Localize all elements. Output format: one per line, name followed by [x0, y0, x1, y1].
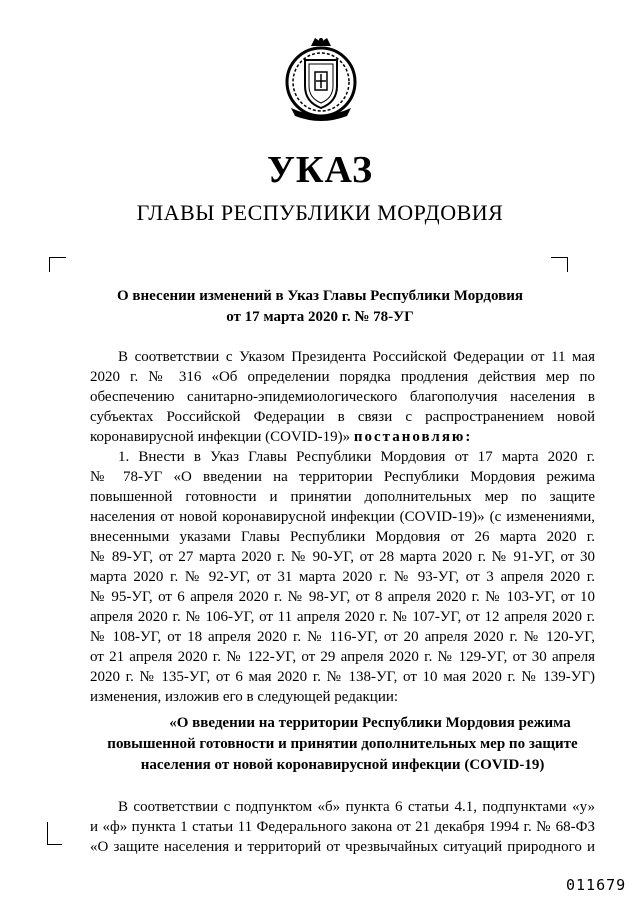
coat-of-arms-emblem — [281, 36, 361, 122]
paragraph-3-line: и «ф» пункта 1 статьи 11 Федерального закона от 21 декабря 1994 г. № 68-ФЗ — [90, 819, 595, 835]
paragraph-1-line: 2020 г. № 316 «Об определении порядка продления действия мер по — [90, 369, 595, 385]
document-title-line-1: О внесении изменений в Указ Главы Республики Мордовия — [117, 288, 523, 304]
paragraph-3-line: В соответствии с подпунктом «б» пункта 6 статьи 4.1, подпунктами «у» — [118, 799, 595, 815]
corner-bracket-left — [49, 257, 66, 272]
paragraph-1-line: субъектах Российской Федерации в связи с распространением новой — [90, 409, 595, 425]
paragraph-2-line: от 21 апреля 2020 г. № 122-УГ, от 29 апреля 2020 г. № 129-УГ, от 30 апреля — [90, 649, 595, 665]
paragraph-2-line: № 95-УГ, от 6 апреля 2020 г. № 98-УГ, от 8 апреля 2020 г. № 103-УГ, от 10 — [90, 589, 595, 605]
paragraph-2-line: 1. Внести в Указ Главы Республики Мордовия от 17 марта 2020 г. — [118, 449, 595, 465]
paragraph-2-line: № 89-УГ, от 27 марта 2020 г. № 90-УГ, от 28 марта 2020 г. № 91-УГ, от 30 — [90, 549, 595, 565]
document-type-heading: УКАЗ — [267, 149, 373, 191]
document-title-line-2: от 17 марта 2020 г. № 78-УГ — [226, 309, 414, 325]
paragraph-1-line: В соответствии с Указом Президента Российской Федерации от 11 мая — [118, 349, 595, 365]
paragraph-1-line: обеспечению санитарно-эпидемиологического благополучия населения в — [90, 389, 595, 405]
issuing-authority: ГЛАВЫ РЕСПУБЛИКИ МОРДОВИЯ — [136, 200, 504, 225]
new-title-line-2: повышенной готовности и принятии дополнительных мер по защите — [107, 736, 578, 752]
paragraph-2-line: марта 2020 г. № 92-УГ, от 31 марта 2020 г. № 93-УГ, от 3 апреля 2020 г. — [90, 569, 595, 585]
paragraph-2-line: № 108-УГ, от 18 апреля 2020 г. № 116-УГ, от 20 апреля 2020 г. № 120-УГ, — [90, 629, 595, 645]
paragraph-2-line: повышенной готовности и принятии дополнительных мер по защите — [90, 489, 595, 505]
paragraph-3-line: «О защите населения и территорий от чрезвычайных ситуаций природного и — [90, 839, 595, 855]
corner-bracket-right — [551, 257, 568, 272]
paragraph-2-line: изменения, изложив его в следующей редакции: — [90, 689, 399, 705]
serial-number: 011679 — [566, 876, 627, 894]
margin-bracket-mark — [47, 822, 62, 845]
new-title-line-3: населения от новой коронавирусной инфекции (COVID-19) — [140, 757, 545, 773]
paragraph-2-line: 2020 г. № 135-УГ, от 6 мая 2020 г. № 138-УГ, от 10 мая 2020 г. № 139-УГ) — [90, 669, 595, 685]
paragraph-2-line: населения от новой коронавирусной инфекции (COVID-19)» (с изменениями, — [90, 509, 595, 525]
new-title-line-1: «О введении на территории Республики Мордовия режима — [169, 715, 571, 731]
paragraph-1-line — [90, 427, 595, 447]
decree-keyword: постановляю: — [353, 429, 473, 445]
document-title — [0, 286, 640, 328]
paragraph-2-line: апреля 2020 г. № 106-УГ, от 11 апреля 2020 г. № 107-УГ, от 12 апреля 2020 г. — [90, 609, 595, 625]
paragraph-1-text: коронавирусной инфекции (COVID-19)» — [90, 429, 354, 445]
paragraph-2-line: внесенными указами Главы Республики Мордовия от 26 марта 2020 г. — [90, 529, 595, 545]
paragraph-2-line: № 78-УГ «О введении на территории Республики Мордовия режима — [90, 469, 595, 485]
